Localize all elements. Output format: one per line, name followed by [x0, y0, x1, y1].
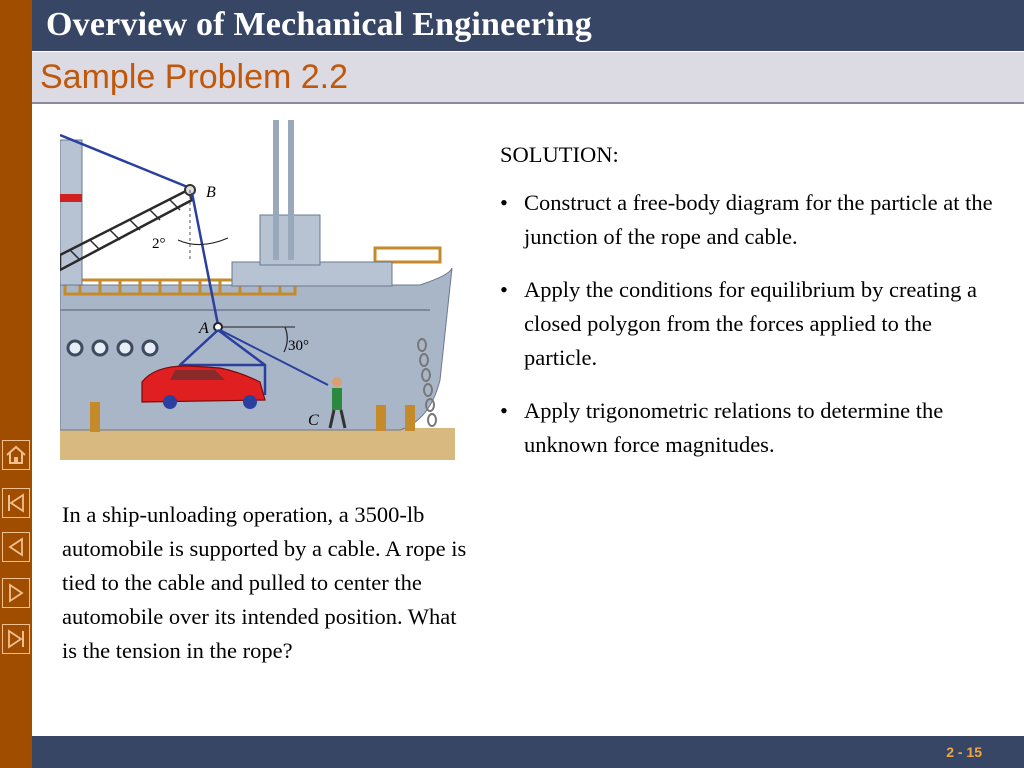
label-c: C — [308, 412, 319, 429]
bullet-marker: • — [500, 277, 508, 302]
footer-bar — [32, 736, 1024, 768]
left-sidebar — [0, 0, 32, 768]
ship-illustration — [60, 120, 455, 460]
label-a: A — [199, 320, 209, 337]
problem-statement: In a ship-unloading operation, a 3500-lb automobile is supported by a cable. A rope is tied to the cable and pulled to center the automobile over its intended position. What is the tension in the rope? — [62, 502, 467, 663]
page-number: 2 - 15 — [946, 744, 982, 760]
bullet-marker: • — [500, 190, 508, 215]
solution-bullet — [500, 273, 1000, 375]
subtitle-bar — [32, 52, 1024, 104]
page-title: Overview of Mechanical Engineering — [46, 6, 592, 43]
ship-crane-figure — [60, 120, 455, 460]
slide-subtitle: Sample Problem 2.2 — [40, 58, 349, 96]
solution-section — [500, 138, 1000, 481]
bullet-text: Apply the conditions for equilibrium by creating a closed polygon from the forces applied to the particle. — [524, 277, 978, 370]
solution-bullet — [500, 394, 1000, 462]
dock — [60, 428, 455, 460]
bullet-marker: • — [500, 398, 508, 423]
label-b: B — [206, 184, 216, 201]
solution-heading: SOLUTION: — [500, 142, 619, 167]
angle-2-label: 2° — [152, 236, 166, 252]
angle-30-label: 30° — [288, 338, 309, 354]
first-slide-icon[interactable] — [2, 488, 30, 518]
bullet-text: Apply trigonometric relations to determine the unknown force magnitudes. — [524, 398, 944, 457]
previous-slide-icon[interactable] — [2, 532, 30, 562]
last-slide-icon[interactable] — [2, 624, 30, 654]
solution-bullet — [500, 186, 1000, 254]
home-icon[interactable] — [2, 440, 30, 470]
next-slide-icon[interactable] — [2, 578, 30, 608]
title-bar — [32, 0, 1024, 52]
bullet-text: Construct a free-body diagram for the particle at the junction of the rope and cable. — [524, 190, 993, 249]
